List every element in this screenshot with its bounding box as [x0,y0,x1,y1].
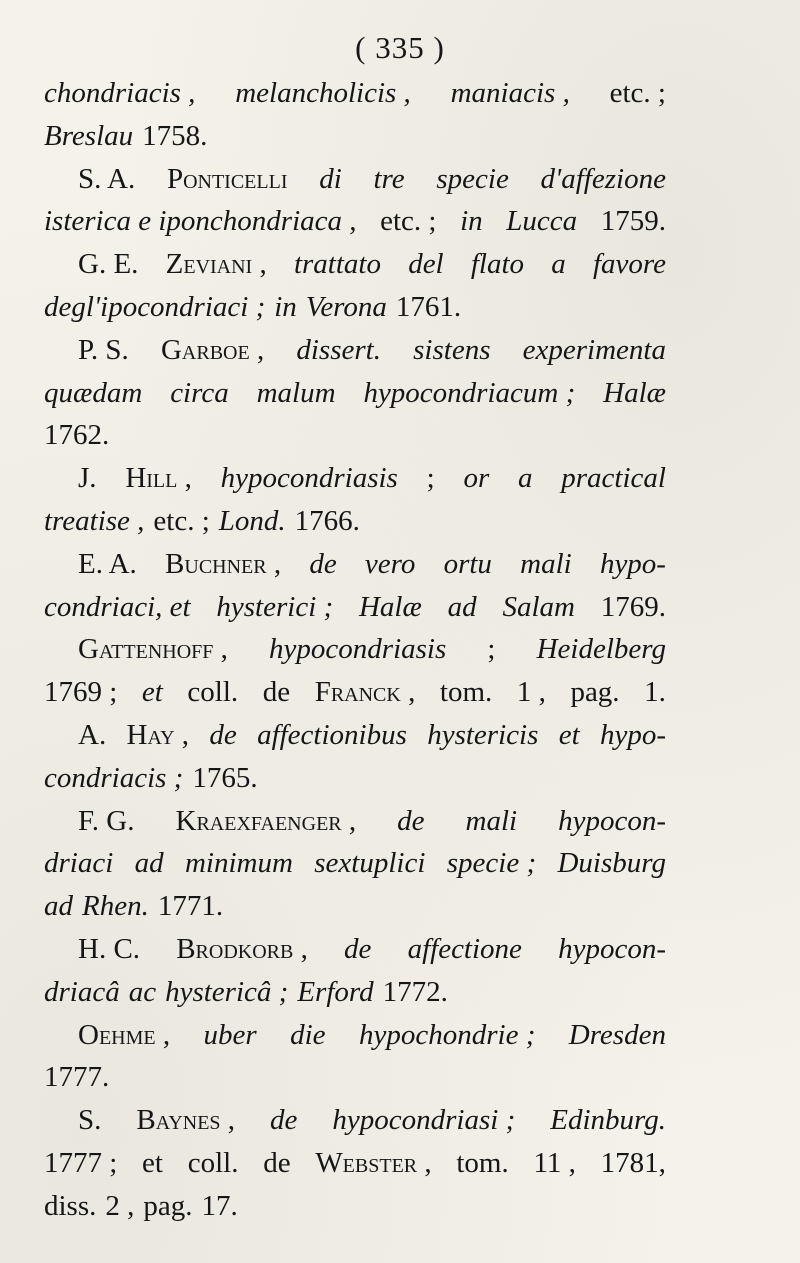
text-line [44,714,666,757]
text-word: ad [134,847,164,880]
text-word: 1777. [44,1061,110,1094]
text-word: trattato [293,248,381,281]
text-line [44,543,666,586]
text-word: favore [592,248,666,281]
text-line [44,671,666,714]
text-word: de [209,718,237,751]
text-word: et [558,718,580,751]
text-word: 1781, [600,1146,666,1179]
text-word: specie ; [446,847,537,880]
text-line [44,1142,666,1185]
text-word: uber [203,1018,257,1051]
text-word: de [270,1104,298,1137]
text-word: Duisburg [557,847,666,880]
text-word: hypocondriacum ; [363,376,576,409]
text-line [44,414,666,457]
text-line [44,1056,666,1099]
text-word: F. G. [78,804,135,837]
text-word: ; [487,633,496,666]
text-word: 1765. [192,761,258,794]
text-word: ac [128,975,157,1008]
text-line [44,115,666,158]
text-word: 1. [644,676,666,709]
text-word: ; [426,462,435,495]
text-word: affectione [407,932,522,965]
text-line [44,158,666,201]
text-word: die [290,1018,326,1051]
text-word: Heidelberg [536,633,666,666]
text-word: hypo- [599,547,666,580]
text-word: Dresden [568,1018,666,1051]
text-line [44,1014,666,1057]
text-line [44,200,666,243]
text-word: Rhen. [82,890,149,923]
text-word: chondriacis , [44,77,196,109]
text-word: 1762. [44,419,110,452]
text-word: de [263,1146,291,1179]
text-line [44,243,666,286]
text-word: et [142,1146,163,1179]
text-word: S. A. [78,162,136,195]
text-word: G. E. [78,248,139,281]
text-word: malum [256,376,336,409]
text-word: Halæ [358,590,422,623]
text-word: quædam [44,376,143,409]
text-word: Oehme , [78,1018,171,1051]
text-word: Salam [502,590,575,623]
text-word: Gattenhoff , [78,633,228,666]
text-word: pag. [570,676,620,709]
text-word: circa [170,376,229,409]
text-word: flato [470,248,525,281]
text-word: in [460,205,483,238]
text-word: in [274,290,297,323]
text-line [44,500,666,543]
text-word: coll. [187,676,239,709]
text-word: E. A. [78,547,137,580]
text-word: A. [78,718,107,751]
text-word: hypocon- [558,932,666,965]
text-word: Brodkorb , [176,932,308,965]
text-word: Zeviani , [165,248,267,281]
text-word: degl'ipocondriaci ; [44,290,266,323]
text-word: ortu [443,547,492,580]
text-word: hysterici ; [216,590,334,623]
text-word: coll. [187,1146,239,1179]
text-word: vero [364,547,416,580]
text-word: etc. ; [609,77,666,109]
text-word: a [551,248,566,281]
text-word: specie [436,162,509,195]
text-word: Erford [297,975,374,1008]
text-word: d'affezione [540,162,666,195]
text-word: hypocondriasi ; [332,1104,516,1137]
text-word: Breslau [44,119,134,152]
text-line [44,1099,666,1142]
text-word: de [309,547,337,580]
text-word: Baynes , [136,1104,236,1137]
text-line [44,800,666,843]
text-line [44,586,666,629]
text-word: hystericâ ; [165,975,289,1008]
text-line [44,928,666,971]
text-word: sistens [413,333,491,366]
text-line [44,72,666,115]
text-word: condriacis ; [44,761,184,794]
text-word: 1766. [294,504,360,537]
text-line [44,372,666,415]
text-word: hystericis [427,718,539,751]
text-word: hypo- [599,718,666,751]
text-word: hypocondriasis [220,462,398,495]
text-word: melancholicis , [235,77,411,109]
text-word: de [344,932,372,965]
text-word: 1761. [395,290,462,323]
text-word: Garboe , [160,333,265,366]
text-word: hypocondriasis [269,633,447,666]
text-word: Hill , [125,462,192,495]
text-word: 1 , [516,676,546,709]
text-word: 1759. [600,205,666,238]
text-line [44,286,666,329]
text-word: 1769 ; [44,676,118,709]
text-word: ad [447,590,477,623]
text-word: 1772. [382,975,448,1008]
text-word: tom. [439,676,493,709]
text-word: S. [78,1104,102,1137]
text-word: treatise , [44,504,145,537]
text-line [44,628,666,671]
text-word: 1769. [600,590,666,623]
text-word: pag. [143,1189,193,1222]
text-word: tre [373,162,405,195]
text-word: 1758. [142,119,208,152]
text-word: 2 , [105,1189,135,1222]
text-word: Hay , [126,718,190,751]
text-word: 17. [201,1189,238,1222]
text-word: minimum [184,847,293,880]
text-word: or [463,462,490,495]
bibliography-text [44,72,666,1228]
text-word: de [397,804,425,837]
text-word: Webster , [315,1146,432,1179]
text-word: practical [561,462,666,495]
text-word: etc. ; [153,504,210,537]
text-word: Lond. [218,504,286,537]
text-word: Buchner , [165,547,282,580]
text-word: tom. [456,1146,509,1179]
text-word: 1771. [157,890,224,923]
text-line [44,842,666,885]
text-word: 11 , [533,1146,576,1179]
text-word: mali [520,547,572,580]
text-word: J. [78,462,97,495]
text-line [44,885,666,928]
page-number: ( 335 ) [355,30,445,65]
text-word: H. C. [78,932,141,965]
text-word: dissert. [296,333,381,366]
text-line [44,1185,666,1228]
text-line [44,457,666,500]
text-word: etc. ; [380,205,437,238]
text-word: Kraexfaenger , [175,804,357,837]
text-word: di [319,162,342,195]
text-word: hypocon- [558,804,666,837]
text-word: et [141,676,163,709]
text-word: diss. [44,1189,97,1222]
text-word: Lucca [506,205,578,238]
text-word: 1777 ; [44,1146,118,1179]
text-word: driaci [44,847,114,880]
text-word: experimenta [522,333,666,366]
text-word: Edinburg. [550,1104,666,1137]
text-word: maniacis , [450,77,570,109]
text-line [44,329,666,372]
text-word: Halæ [603,376,666,409]
text-word: mali [465,804,518,837]
text-word: Ponticelli [166,162,288,195]
text-word: Franck , [314,676,416,709]
text-word: a [518,462,533,495]
text-word: driacâ [44,975,120,1008]
text-word: Verona [305,290,387,323]
text-word: condriaci, et [44,590,191,623]
text-word: isterica e iponchondriaca , [44,205,357,238]
text-line [44,757,666,800]
text-word: del [408,248,444,281]
text-word: hypochondrie ; [358,1018,536,1051]
text-word: ad [44,890,73,923]
text-word: de [262,676,291,709]
text-line [44,971,666,1014]
text-word: sextuplici [314,847,426,880]
text-word: P. S. [78,333,129,366]
text-word: affectionibus [257,718,407,751]
